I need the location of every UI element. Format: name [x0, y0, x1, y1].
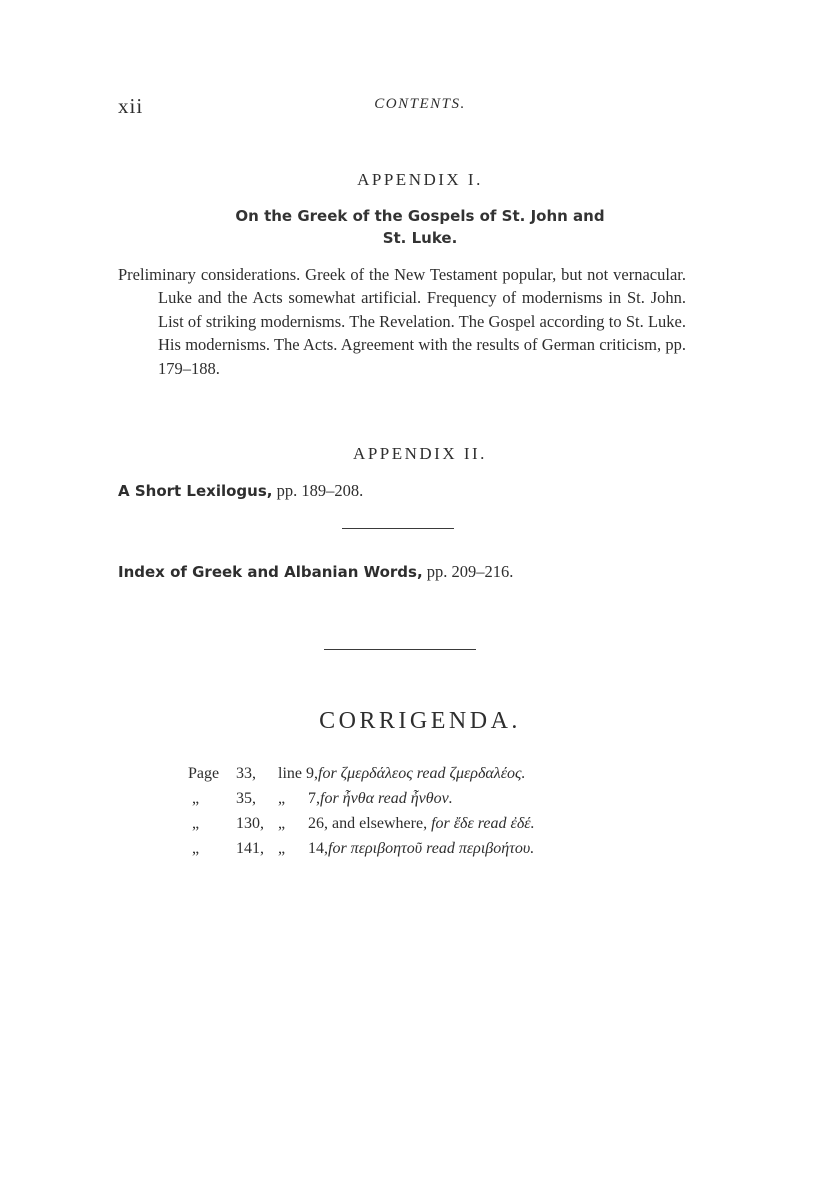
lexilogus-title: A Short Lexilogus,: [118, 482, 273, 500]
wrong-text: ἔδε: [453, 815, 474, 832]
line-label: line: [278, 765, 302, 782]
corrigenda-row: [188, 811, 535, 836]
section-divider-long: [324, 649, 476, 650]
section-divider: [342, 528, 454, 529]
right-text: ζμερδαλέος.: [449, 765, 526, 782]
for-label: for: [431, 815, 450, 832]
line-ref: 7,: [308, 790, 320, 807]
page-ref: 130,: [236, 815, 264, 832]
page-number: xii: [118, 94, 144, 118]
line-label: „: [278, 815, 286, 832]
index-pages: pp. 209–216.: [422, 562, 514, 581]
read-label: read: [477, 815, 507, 832]
appendix-2-entry: [118, 481, 363, 501]
appendix-1-subtitle-line-2: St. Luke.: [382, 229, 458, 247]
for-label: for: [328, 840, 347, 857]
page-ref: 33,: [236, 765, 256, 782]
line-ref: 26, and elsewhere,: [308, 815, 428, 832]
for-label: for: [318, 765, 337, 782]
line-label: „: [278, 790, 286, 807]
corrigenda-row: [188, 836, 535, 861]
appendix-2-heading: APPENDIX II.: [353, 444, 487, 463]
page-ref: 35,: [236, 790, 256, 807]
appendix-1-subtitle-line-1: On the Greek of the Gospels of St. John and: [235, 207, 605, 225]
lexilogus-pages: pp. 189–208.: [272, 481, 364, 500]
corrigenda-row: [188, 786, 535, 811]
page-label: „: [192, 840, 200, 857]
line-label: „: [278, 840, 286, 857]
appendix-1-heading: APPENDIX I.: [357, 170, 483, 189]
corrigenda-title: CORRIGENDA.: [319, 708, 521, 734]
corrigenda-row: [188, 761, 535, 786]
line-ref: 14,: [308, 840, 328, 857]
right-text: ἦνθον.: [410, 790, 453, 807]
page-label: „: [192, 815, 200, 832]
wrong-text: ζμερδάλεος: [340, 765, 413, 782]
right-text: περιβοήτου.: [458, 840, 535, 857]
page-label: Page: [188, 765, 220, 782]
running-title: CONTENTS.: [374, 96, 466, 112]
corrigenda-list: [188, 761, 535, 861]
page-ref: 141,: [236, 840, 264, 857]
line-ref: 9,: [306, 765, 318, 782]
index-entry: [118, 562, 513, 582]
appendix-1-summary: Preliminary considerations. Greek of the New Testament popular, but not vernacular. Luke and the Acts somewhat artificial. Frequency of modernisms in St. John. List of striking modernisms. The Revelation. The Gospel according to St. Luke. His modernisms. The Acts. Agreement with the results of German criticism, pp. 179–188.: [118, 265, 686, 378]
appendix-1-subtitle: [0, 205, 840, 249]
wrong-text: ἦνθα: [342, 790, 374, 807]
read-label: read: [426, 840, 455, 857]
page-label: „: [192, 790, 200, 807]
wrong-text: περιβοητοῦ: [350, 840, 423, 857]
read-label: read: [416, 765, 446, 782]
for-label: for: [320, 790, 339, 807]
right-text: ἐδέ.: [510, 815, 535, 832]
index-title: Index of Greek and Albanian Words,: [118, 563, 423, 581]
read-label: read: [377, 790, 407, 807]
